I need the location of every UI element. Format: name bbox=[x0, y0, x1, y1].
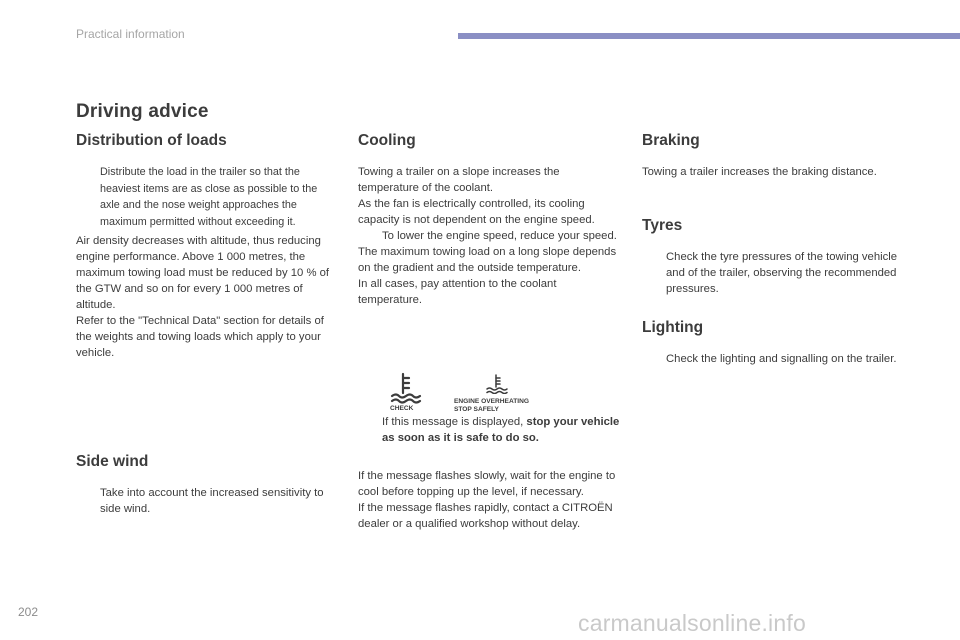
bullet-text-bold: stop your vehicle as soon as it is safe to do so. bbox=[382, 416, 620, 444]
column-left bbox=[76, 132, 340, 517]
paragraph-fan-control: As the fan is electrically controlled, its cooling capacity is not dependent on the engine speed. bbox=[358, 198, 595, 226]
engine-overheating-icon bbox=[454, 374, 544, 418]
caption-check: CHECK bbox=[390, 405, 414, 412]
section-label: Practical information bbox=[76, 27, 185, 41]
caption-engine-overheating: ENGINE OVERHEATING bbox=[454, 398, 529, 405]
paragraph-coolant-attention: In all cases, pay attention to the coolant temperature. bbox=[358, 278, 557, 306]
paragraph-flashes-slowly: If the message flashes slowly, wait for the engine to cool before topping up the level, if necessary. bbox=[358, 470, 616, 498]
header-bar bbox=[458, 33, 960, 39]
caption-stop-safely: STOP SAFELY bbox=[454, 406, 499, 413]
coolant-check-icon bbox=[386, 371, 422, 415]
bullet-text: Take into account the increased sensitivity to side wind. bbox=[100, 487, 324, 515]
bullet-text: To lower the engine speed, reduce your speed. bbox=[382, 230, 617, 242]
paragraph-slope-coolant: Towing a trailer on a slope increases the temperature of the coolant. bbox=[358, 166, 560, 194]
bullet-side-wind bbox=[76, 485, 340, 517]
paragraph-flashes-rapidly: If the message flashes rapidly, contact a CITROËN dealer or a qualified workshop without delay. bbox=[358, 502, 613, 530]
column-right bbox=[642, 132, 910, 367]
paragraph-braking: Towing a trailer increases the braking distance. bbox=[642, 166, 877, 178]
coolant-warning-icons bbox=[386, 371, 556, 419]
heading-cooling: Cooling bbox=[358, 132, 416, 149]
paragraph-technical-data: Refer to the "Technical Data" section for details of the weights and towing loads which apply to your vehicle. bbox=[76, 315, 324, 359]
heading-side-wind: Side wind bbox=[76, 453, 149, 470]
bullet-tyres bbox=[642, 249, 910, 297]
column-middle bbox=[358, 132, 620, 532]
bullet-text-prefix: If this message is displayed, bbox=[382, 416, 527, 428]
bullet-text: Distribute the load in the trailer so that the heaviest items are as close as possible to the axle and the nose weight approaches the maximum permitted without exceeding it. bbox=[100, 166, 318, 228]
heading-braking: Braking bbox=[642, 132, 700, 149]
bullet-text: Check the lighting and signalling on the trailer. bbox=[666, 353, 897, 365]
bullet-distribute-load bbox=[76, 164, 340, 230]
bullet-lighting bbox=[642, 351, 910, 367]
heading-distribution-of-loads: Distribution of loads bbox=[76, 132, 227, 149]
page-title: Driving advice bbox=[76, 101, 209, 122]
watermark: carmanualsonline.info bbox=[578, 610, 806, 636]
bullet-lower-speed bbox=[358, 228, 620, 244]
paragraph-max-towing-slope: The maximum towing load on a long slope depends on the gradient and the outside temperature. bbox=[358, 246, 617, 274]
coolant-temperature-icon bbox=[482, 374, 512, 394]
bullet-text: Check the tyre pressures of the towing vehicle and of the trailer, observing the recommended pressures. bbox=[666, 251, 898, 295]
paragraph-altitude: Air density decreases with altitude, thus reducing engine performance. Above 1 000 metres, the maximum towing load must be reduced by 10 % of the GTW and so on for every 1 000 metres of altitude. bbox=[76, 235, 330, 311]
page-number: 202 bbox=[18, 605, 39, 619]
coolant-temperature-icon bbox=[386, 371, 422, 405]
heading-tyres: Tyres bbox=[642, 217, 683, 234]
heading-lighting: Lighting bbox=[642, 319, 704, 336]
